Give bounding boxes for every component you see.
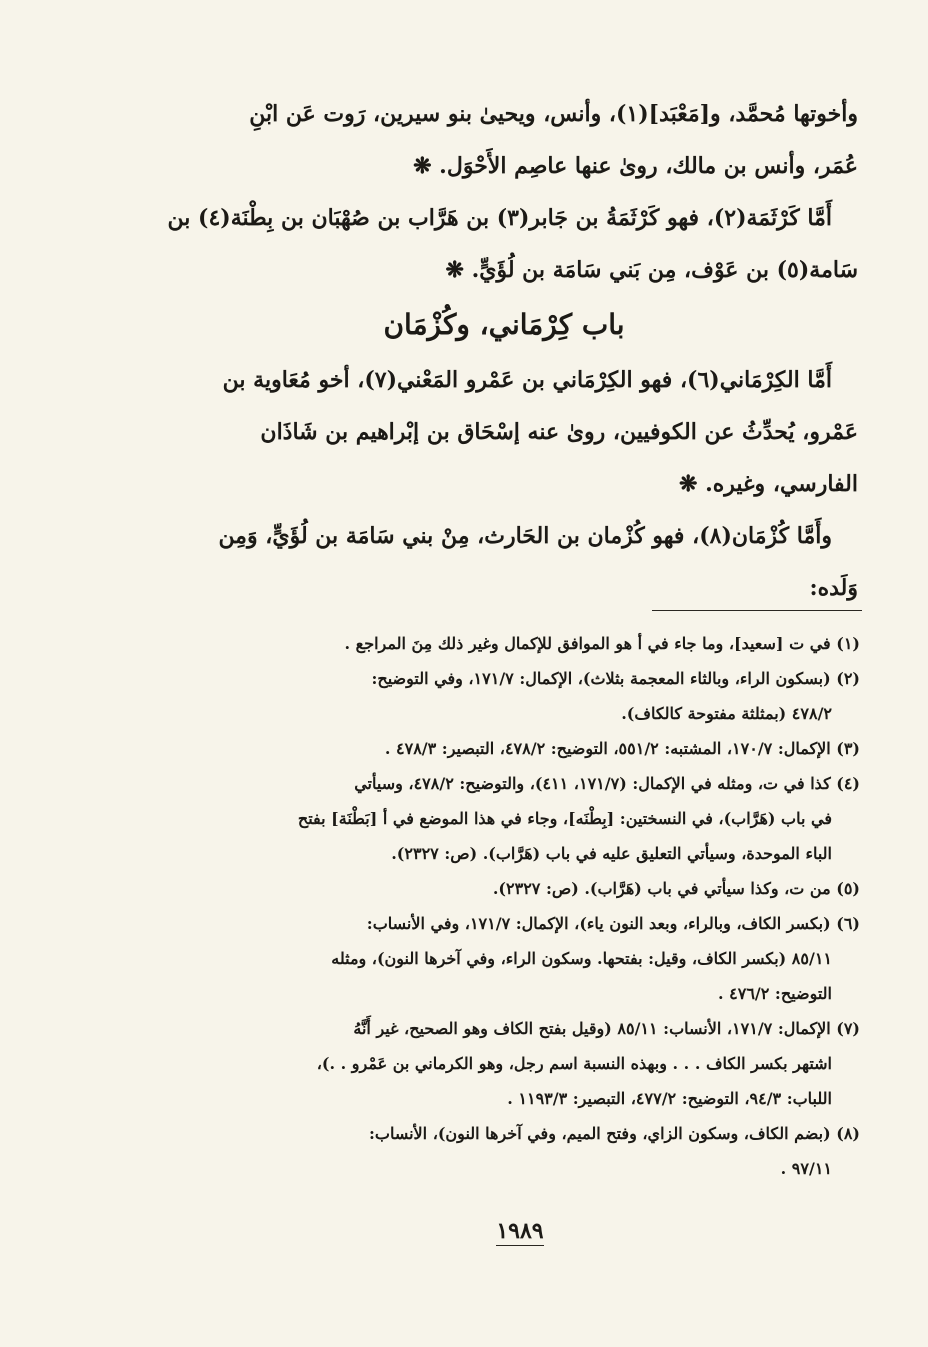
footnote-line: (١) في ت [سعيد]، وما جاء في أ هو الموافق للإكمال وغير ذلك مِنَ المراجع .	[344, 634, 860, 653]
main-text	[150, 88, 858, 614]
footnote-line: الباء الموحدة، وسيأتي التعليق عليه في باب (هَرَّاب). (ص: ٢٣٢٧).	[391, 844, 832, 863]
footnote-separator	[652, 610, 862, 611]
footnote-line: (٤) كذا في ت، ومثله في الإكمال: (١٧١/٧، ٤١١)، والتوضيح: ٤٧٨/٢، وسيأتي	[354, 774, 860, 793]
footnote-line: ٩٧/١١ .	[780, 1159, 832, 1178]
text-line: عُمَر، وأنس بن مالك، روىٰ عنها عاصِم الأَحْوَل. ❋	[413, 153, 858, 179]
footnote-line: ٨٥/١١ (بكسر الكاف، وقيل: بفتحها. وسكون الراء، وفي آخرها النون)، ومثله	[331, 949, 832, 968]
page-number-text: ١٩٨٩	[496, 1218, 544, 1244]
footnote-line: (٥) من ت، وكذا سيأتي في باب (هَرَّاب). (ص: ٢٣٢٧).	[492, 879, 860, 898]
text-line: الفارسي، وغيره. ❋	[679, 471, 858, 497]
text-line: أَمَّا الكِرْمَاني(٦)، فهو الكِرْمَاني بن عَمْرو المَعْني(٧)، أخو مُعَاوية بن	[222, 367, 832, 393]
text-line: وأخوتها مُحمَّد، و[مَعْبَد](١)، وأنس، ويحيىٰ بنو سيرين، رَوت عَن ابْنِ	[249, 101, 858, 127]
text-line: عَمْرو، يُحدِّثُ عن الكوفيين، روىٰ عنه إسْحَاق بن إبْراهيم بن شَاذَان	[260, 419, 858, 445]
text-line: أَمَّا كَرْثَمَة(٢)، فهو كَرْثَمَةُ بن جَابر(٣) بن هَرَّاب بن صُهْبَان بن بِطْنَة(٤) بن	[167, 205, 832, 231]
footnote-line: (٢) (بسكون الراء، وبالثاء المعجمة بثلاث)، الإكمال: ١٧١/٧، وفي التوضيح:	[371, 669, 860, 688]
text-line: وَلَده:	[809, 575, 858, 601]
page-number	[470, 1218, 570, 1244]
footnote-line: التوضيح: ٤٧٦/٢ .	[718, 984, 832, 1003]
section-heading: باب كِرْمَاني، وكُزْمَان	[383, 308, 625, 341]
footnote-line: (٦) (بكسر الكاف، وبالراء، وبعد النون ياء)، الإكمال: ١٧١/٧، وفي الأنساب:	[366, 914, 860, 933]
footnote-line: (٨) (بضم الكاف، وسكون الزاي، وفتح الميم، وفي آخرها النون)، الأنساب:	[368, 1124, 860, 1143]
footnote-line: (٧) الإكمال: ١٧١/٧، الأنساب: ٨٥/١١ (وقيل بفتح الكاف وهو الصحيح، غير أَنَّهُ	[353, 1019, 860, 1038]
footnote-line: (٣) الإكمال: ١٧٠/٧، المشتبه: ٥٥١/٢، التوضيح: ٤٧٨/٢، التبصير: ٤٧٨/٣ .	[384, 739, 860, 758]
footnote-line: اللباب: ٩٤/٣، التوضيح: ٤٧٧/٢، التبصير: ١١٩٣/٣ .	[507, 1089, 832, 1108]
footnote-line: اشتهر بكسر الكاف . . . وبهذه النسبة اسم رجل، وهو الكرماني بن عَمْرو . .)،	[316, 1054, 832, 1073]
footnote-line: في باب (هَرَّاب)، في النسختين: [بِطْنَه]، وجاء في هذا الموضع في أ [بَطْنَة] بفتح	[297, 809, 832, 828]
footnotes	[150, 626, 860, 1186]
footnote-line: ٤٧٨/٢ (بمثلثة مفتوحة كالكاف).	[621, 704, 832, 723]
text-line: وأَمَّا كُزْمَان(٨)، فهو كُزْمان بن الحَارث، مِنْ بني سَامَة بن لُؤَيٍّ، وَمِن	[218, 523, 832, 549]
text-line: سَامة(٥) بن عَوْف، مِن بَني سَامَة بن لُؤَيٍّ. ❋	[445, 257, 858, 283]
